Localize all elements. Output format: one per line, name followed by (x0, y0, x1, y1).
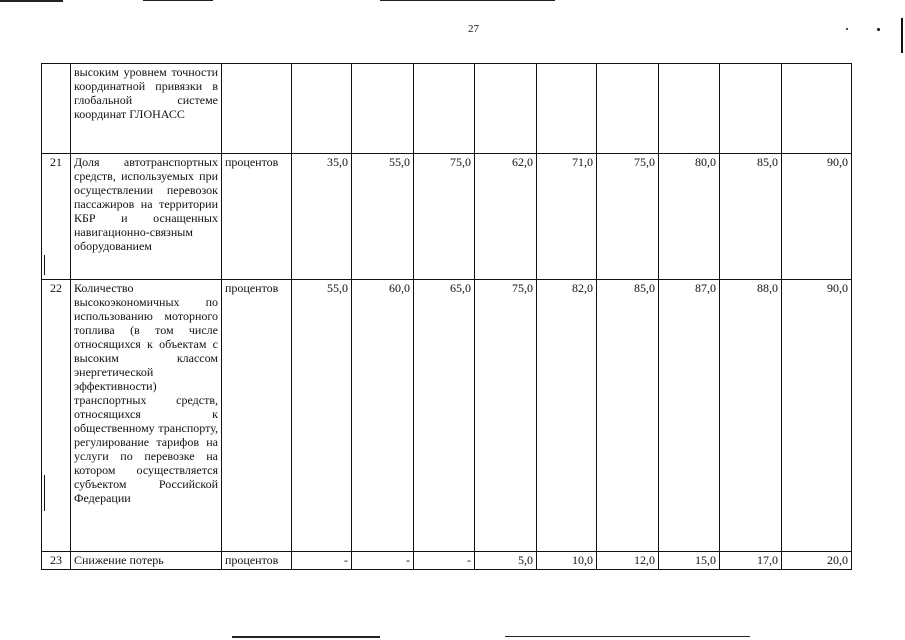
table-row (42, 280, 852, 552)
table-row (42, 154, 852, 280)
scan-mark-top-1 (0, 0, 63, 2)
value-cell: 62,0 (475, 154, 537, 280)
value-cell: 87,0 (659, 280, 720, 552)
value-cell: 65,0 (414, 280, 475, 552)
row-number-cell: 21 (42, 154, 71, 280)
value-cell: 85,0 (597, 280, 659, 552)
value-cell: 90,0 (782, 280, 852, 552)
value-cell: 71,0 (537, 154, 597, 280)
value-cell: 75,0 (597, 154, 659, 280)
row-number-cell (42, 64, 71, 154)
value-cell: - (352, 552, 414, 570)
row-number-cell: 22 (42, 280, 71, 552)
value-cell (292, 64, 352, 154)
value-cell (475, 64, 537, 154)
scan-speck (877, 28, 880, 31)
value-cell: 75,0 (414, 154, 475, 280)
value-cell: 75,0 (475, 280, 537, 552)
value-cell (782, 64, 852, 154)
value-cell: 20,0 (782, 552, 852, 570)
value-cell: 82,0 (537, 280, 597, 552)
value-cell: 12,0 (597, 552, 659, 570)
scan-mark-top-3 (380, 0, 555, 1)
value-cell: 80,0 (659, 154, 720, 280)
value-cell: 55,0 (292, 280, 352, 552)
indicator-name-cell: Снижение потерь (71, 552, 222, 570)
value-cell: - (292, 552, 352, 570)
table-row (42, 552, 852, 570)
value-cell: 10,0 (537, 552, 597, 570)
unit-cell: процентов (222, 552, 292, 570)
value-cell: 88,0 (720, 280, 782, 552)
unit-cell: процентов (222, 154, 292, 280)
value-cell: 60,0 (352, 280, 414, 552)
scan-mark-top-2 (143, 0, 213, 1)
value-cell (414, 64, 475, 154)
scan-mark-bottom-1 (232, 636, 380, 638)
value-cell: 5,0 (475, 552, 537, 570)
value-cell (352, 64, 414, 154)
unit-cell: процентов (222, 280, 292, 552)
indicator-table (41, 63, 852, 570)
row-number-cell: 23 (42, 552, 71, 570)
unit-cell (222, 64, 292, 154)
indicator-name-cell: Доля автотранспортных средств, используемых при осуществлении перевозок пассажиров на территории КБР и оснащенных навигационно-связным оборудованием (71, 154, 222, 280)
value-cell (659, 64, 720, 154)
value-cell: 15,0 (659, 552, 720, 570)
value-cell (537, 64, 597, 154)
value-cell: - (414, 552, 475, 570)
value-cell (597, 64, 659, 154)
page-number: 27 (468, 23, 479, 35)
value-cell: 35,0 (292, 154, 352, 280)
value-cell: 17,0 (720, 552, 782, 570)
indicator-name-cell: высоким уровнем точности координатной привязки в глобальной системе координат ГЛОНАСС (71, 64, 222, 154)
value-cell: 90,0 (782, 154, 852, 280)
indicator-name-cell: Количество высокоэкономичных по использованию моторного топлива (в том числе относящихся к объектам с высоким классом энергетической эффективности) транспортных средств, относящихся к общественному транспорту, регулирование тарифов на услуги по перевозке на котором осуществляется субъектом Российской Федерации (71, 280, 222, 552)
scan-speck (846, 28, 848, 30)
value-cell: 85,0 (720, 154, 782, 280)
scan-mark-right-edge (901, 18, 903, 53)
table-row (42, 64, 852, 154)
value-cell: 55,0 (352, 154, 414, 280)
scan-mark-bottom-2 (505, 636, 750, 637)
value-cell (720, 64, 782, 154)
